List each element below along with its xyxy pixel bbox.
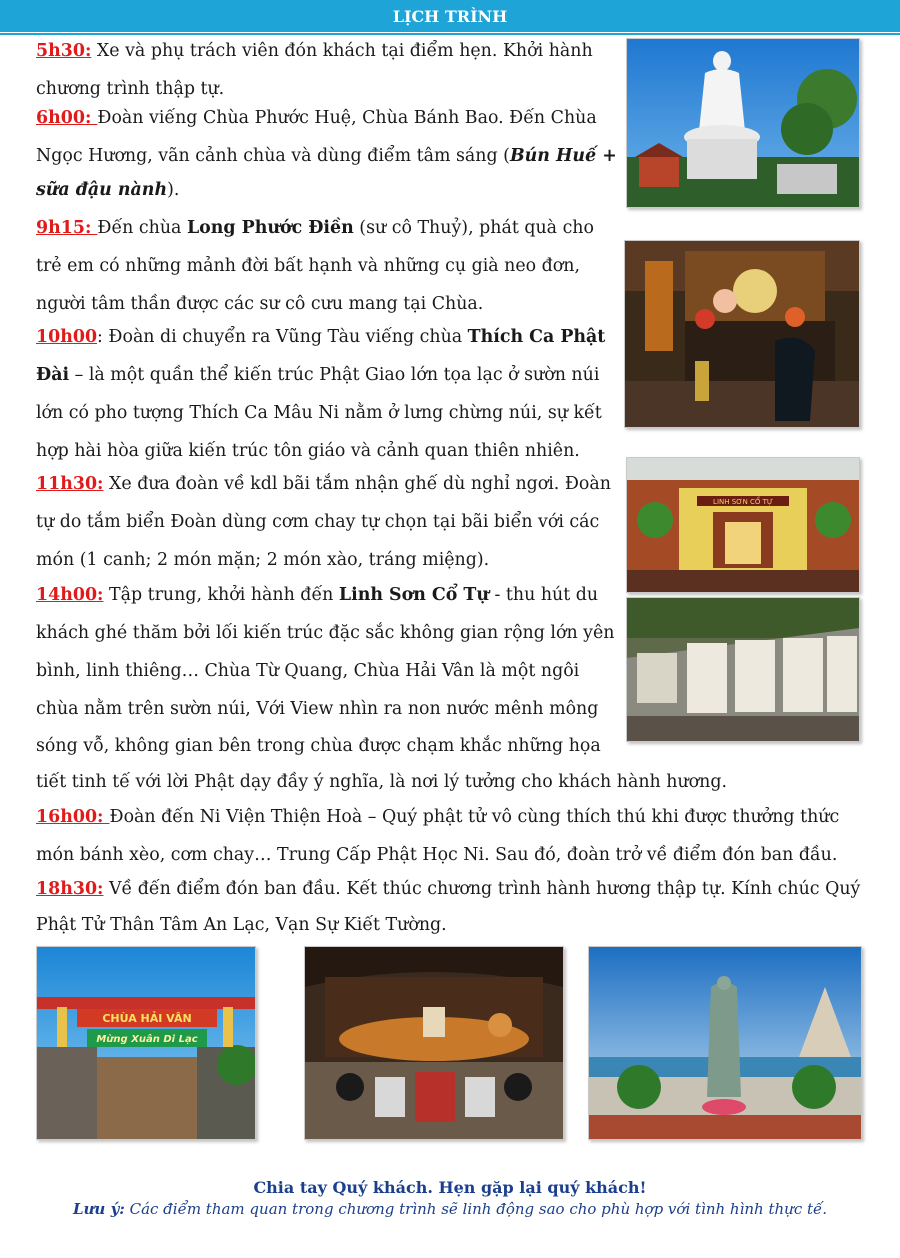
itinerary-text: Ngọc Hương, vãn cảnh chùa và dùng điểm tâm sáng (	[36, 146, 510, 166]
header-bar	[0, 0, 900, 32]
itinerary-highlight: Long Phước Điền	[186, 218, 354, 238]
itinerary-line	[36, 836, 837, 874]
itinerary-text: – là một quần thể kiến trúc Phật Giao lớn tọa lạc ở sườn núi	[69, 365, 600, 385]
itinerary-line	[36, 137, 617, 175]
itinerary-text: món (1 canh; 2 món mặn; 2 món xào, tráng miệng).	[36, 550, 490, 570]
itinerary-line	[36, 318, 605, 356]
gate-sign-sub: Mừng Xuân Di Lạc	[96, 1034, 198, 1045]
itinerary-text: trẻ em có những mảnh đời bất hạnh và những cụ già neo đơn,	[36, 256, 580, 276]
itinerary-line	[36, 171, 179, 209]
time-label: 16h00:	[36, 807, 110, 827]
itinerary-text: (sư cô Thuỷ), phát quà cho	[353, 218, 594, 238]
itinerary-highlight: Linh Sơn Cổ Tự	[338, 585, 489, 605]
guanyin-statue-photo	[588, 946, 862, 1140]
itinerary-text: ).	[167, 180, 180, 200]
itinerary-line	[36, 394, 602, 432]
itinerary-line	[36, 356, 599, 394]
itinerary-highlight: Bún Huế +	[509, 146, 617, 166]
itinerary-text: Phật Tử Thân Tâm An Lạc, Vạn Sự Kiết Tường.	[36, 915, 447, 935]
itinerary-text: Đoàn đến Ni Viện Thiện Hoà – Quý phật tử vô cùng thích thú khi được thưởng thức	[109, 807, 840, 827]
itinerary-highlight: Đài	[36, 365, 70, 385]
itinerary-text: Tập trung, khởi hành đến	[103, 585, 339, 605]
reclining-buddha-photo	[304, 946, 564, 1140]
itinerary-text: Về đến điểm đón ban đầu. Kết thúc chương trình hành hương thập tự. Kính chúc Quý	[103, 879, 861, 899]
time-label: 18h30:	[36, 879, 104, 899]
itinerary-line	[36, 465, 611, 503]
itinerary-line	[36, 99, 597, 137]
itinerary-line	[36, 576, 598, 614]
note-text: Các điểm tham quan trong chương trình sẽ linh động sao cho phù hợp với tình hình thực tế.	[124, 1200, 828, 1218]
itinerary-text: hợp hài hòa giữa kiến trúc tôn giáo và cảnh quan thiên nhiên.	[36, 441, 580, 461]
itinerary-text: tự do tắm biển Đoàn dùng cơm chay tự chọn tại bãi biển với các	[36, 512, 600, 532]
chua-hai-van-gate-photo	[36, 946, 256, 1140]
itinerary-line	[36, 209, 594, 247]
itinerary-line	[36, 614, 615, 652]
itinerary-highlight: sữa đậu nành	[36, 180, 168, 200]
itinerary-line	[36, 690, 598, 728]
page-title: LỊCH TRÌNH	[392, 7, 508, 26]
buddha-statue-photo	[626, 38, 860, 208]
itinerary-text: sóng vỗ, không gian bên trong chùa được chạm khắc những họa	[36, 736, 601, 756]
itinerary-line	[36, 906, 447, 944]
itinerary-text: - thu hút du	[489, 585, 599, 605]
itinerary-text: món bánh xèo, cơm chay… Trung Cấp Phật Học Ni. Sau đó, đoàn trở về điểm đón ban đầu.	[36, 845, 838, 865]
itinerary-text: Xe đưa đoàn về kdl bãi tắm nhận ghế dù nghỉ ngơi. Đoàn	[103, 474, 611, 494]
temple-altar-photo	[624, 240, 860, 428]
note	[0, 1200, 900, 1218]
itinerary-line	[36, 503, 599, 541]
itinerary-text: lớn có pho tượng Thích Ca Mâu Ni nằm ở lưng chừng núi, sự kết	[36, 403, 602, 423]
itinerary-text: Xe và phụ trách viên đón khách tại điểm hẹn. Khởi hành	[91, 41, 593, 61]
itinerary-line	[36, 727, 601, 765]
itinerary-text: chùa nằm trên sườn núi, Với View nhìn ra non nước mênh mông	[36, 699, 599, 719]
itinerary-text: người tâm thần được các sư cô cưu mang tại Chùa.	[36, 294, 484, 314]
itinerary-line	[36, 652, 579, 690]
itinerary-text: Đến chùa	[97, 218, 187, 238]
closing-message: Chia tay Quý khách. Hẹn gặp lại quý khách!	[253, 1178, 647, 1197]
itinerary-text: Đoàn viếng Chùa Phước Huệ, Chùa Bánh Bao. Đến Chùa	[97, 108, 597, 128]
itinerary-line	[36, 541, 489, 579]
itinerary-line	[36, 763, 727, 801]
itinerary-text: chương trình thập tự.	[36, 79, 225, 99]
hai-van-wall-photo	[626, 597, 860, 742]
time-label: 5h30:	[36, 41, 92, 61]
itinerary-line	[36, 247, 580, 285]
itinerary-line	[36, 798, 839, 836]
itinerary-text: : Đoàn di chuyển ra Vũng Tàu viếng chùa	[97, 327, 468, 347]
time-label: 10h00	[36, 327, 98, 347]
itinerary-text: khách ghé thăm bởi lối kiến trúc đặc sắc không gian rộng lớn yên	[36, 623, 615, 643]
itinerary-highlight: Thích Ca Phật	[467, 327, 606, 347]
time-label: 6h00:	[36, 108, 98, 128]
time-label: 9h15:	[36, 218, 98, 238]
itinerary-text: bình, linh thiêng… Chùa Từ Quang, Chùa Hải Vân là một ngôi	[36, 661, 580, 681]
linh-son-sign: LINH SƠN CỔ TỰ	[713, 498, 773, 506]
time-label: 11h30:	[36, 474, 104, 494]
time-label: 14h00:	[36, 585, 104, 605]
linh-son-gate-photo	[626, 457, 860, 593]
note-label: Lưu ý:	[72, 1200, 125, 1218]
itinerary-line	[36, 870, 860, 908]
itinerary-text: tiết tinh tế với lời Phật dạy đầy ý nghĩa, là nơi lý tưởng cho khách hành hương.	[36, 772, 728, 792]
gate-sign-main: CHÙA HẢI VÂN	[102, 1012, 192, 1025]
itinerary-line	[36, 32, 593, 70]
